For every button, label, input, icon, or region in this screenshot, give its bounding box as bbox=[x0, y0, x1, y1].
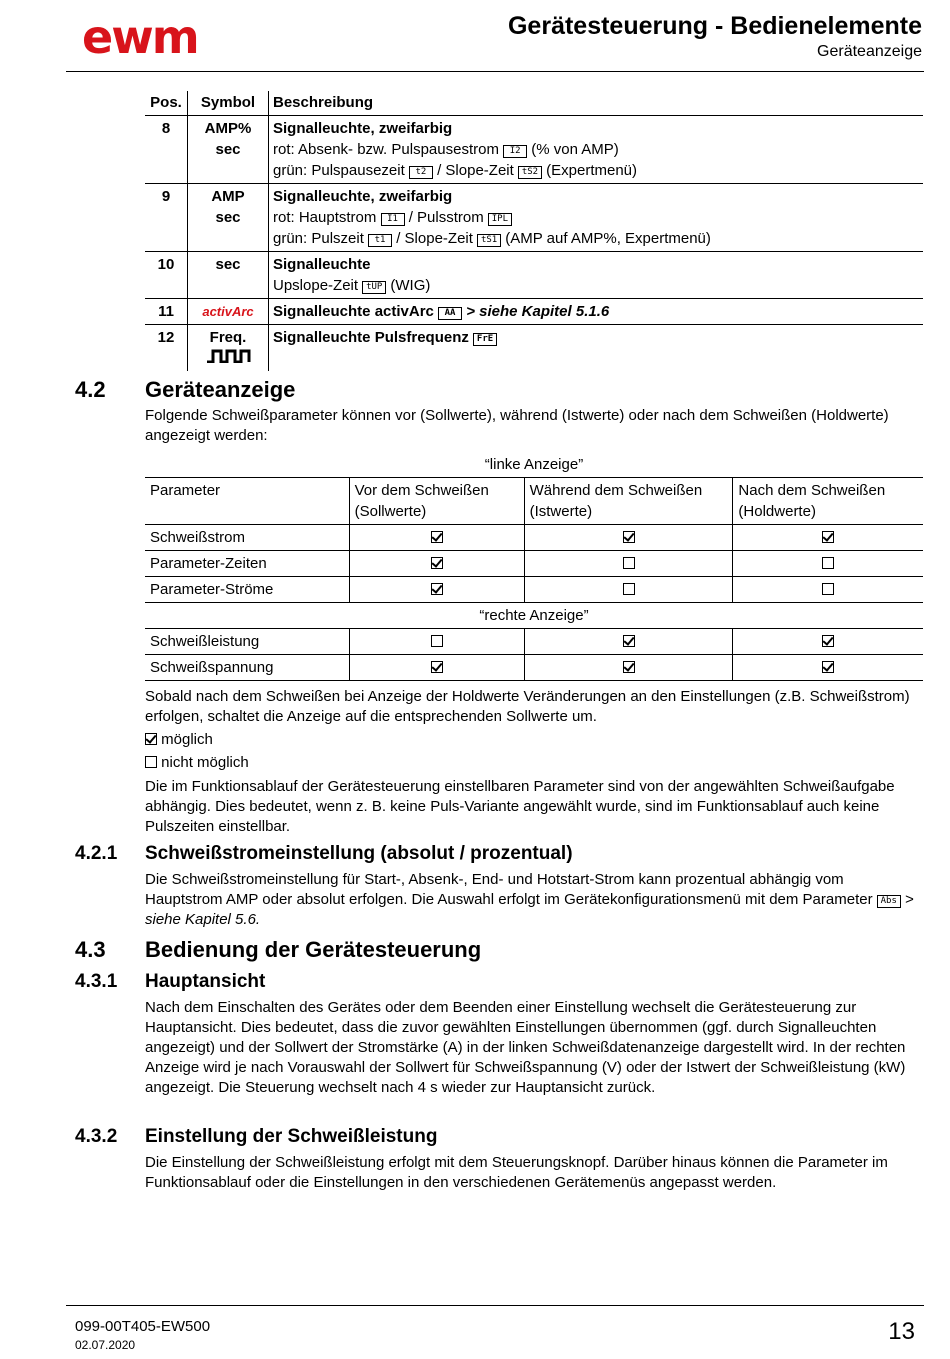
row-title-text: Signalleuchte, zweifarbig bbox=[273, 188, 453, 205]
checked-box-icon bbox=[623, 531, 635, 543]
header-line: Vor dem Schweißen bbox=[354, 482, 489, 499]
checked-box-icon bbox=[431, 557, 443, 569]
display-symbol: I2 bbox=[503, 145, 527, 158]
section-4-3-2-text: Die Einstellung der Schweißleistung erfolgt mit dem Steuerungsknopf. Darüber hinaus können die Parameter im Funktionsablauf oder die Einstellungen in den verschiedenen Gerätemenüs angepasst werden. bbox=[145, 1154, 888, 1191]
symbol-label: sec bbox=[215, 256, 241, 273]
legend-possible-label: möglich bbox=[161, 731, 213, 748]
section-4-3-1-number: 4.3.1 bbox=[75, 971, 118, 992]
display-symbol: tUP bbox=[362, 281, 386, 294]
section-4-3-title: Bedienung der Gerätesteuerung bbox=[145, 937, 482, 962]
parameter-check-cell bbox=[524, 525, 733, 551]
parameter-row bbox=[145, 551, 923, 577]
empty-box-icon bbox=[623, 583, 635, 595]
section-4-2-1-text bbox=[145, 870, 923, 930]
row-title bbox=[273, 254, 919, 275]
section-4-3-1-text: Nach dem Einschalten des Gerätes oder dem Beenden einer Einstellung wechselt die Gerätesteuerung zur Hauptansicht. Dies bedeutet, dass die zuvor gewählten Einstellungen übernommen (ggf. durch Signalleuchten angezeigt) und der Sollwert der Stromstärke (A) in der linken Schweißdatenanzeige dargestellt wird. In der rechten Anzeige wird je nach Vorauswahl der Sollwert für Schweißspannung (V) oder der Istwert der Schweißleistung (kW) angezeigt. Die Steuerung wechselt nach 4 s wieder zur Hauptansicht zurück. bbox=[145, 999, 906, 1096]
parameter-check-cell bbox=[524, 655, 733, 681]
checked-box-icon bbox=[431, 661, 443, 673]
row-title-text: Signalleuchte, zweifarbig bbox=[273, 120, 453, 137]
band-label: “linke Anzeige” bbox=[484, 456, 584, 473]
parameter-check-cell bbox=[349, 551, 524, 577]
parameter-check-cell bbox=[524, 577, 733, 603]
header-line: (Sollwerte) bbox=[354, 503, 427, 520]
parameter-col-header bbox=[145, 478, 349, 525]
signal-row bbox=[145, 299, 923, 325]
col-description: Beschreibung bbox=[273, 94, 374, 111]
row-title bbox=[273, 118, 919, 139]
freq-label: Freq. bbox=[209, 329, 247, 346]
checked-box-icon bbox=[822, 531, 834, 543]
line-text: / Slope-Zeit bbox=[392, 230, 478, 247]
signal-light-table bbox=[145, 91, 923, 371]
row-symbol bbox=[188, 184, 269, 252]
display-symbol: t2 bbox=[409, 166, 433, 179]
row-title-text: Signalleuchte activArc bbox=[273, 303, 439, 320]
display-symbol: FrE bbox=[473, 333, 497, 346]
parameter-check-cell bbox=[524, 551, 733, 577]
signal-row bbox=[145, 252, 923, 299]
current-setting-text: Die Schweißstromeinstellung für Start-, Absenk-, End- und Hotstart-Strom kann prozentual abhängig vom Hauptstrom AMP oder absolut erfolgen. Die Auswahl erfolgt im Gerätekonfigurationsmenü mit dem Parameter bbox=[145, 871, 877, 908]
parameter-name: Parameter-Ströme bbox=[150, 581, 274, 598]
checked-box-icon bbox=[431, 583, 443, 595]
parameter-col-header bbox=[349, 478, 524, 525]
ewm-logo: ewm bbox=[82, 10, 198, 64]
parameter-col-header bbox=[524, 478, 733, 525]
row-symbol bbox=[188, 116, 269, 184]
band-label: “rechte Anzeige” bbox=[479, 607, 589, 624]
parameter-check-cell bbox=[733, 629, 923, 655]
section-4-3-2-title: Einstellung der Schweißleistung bbox=[145, 1126, 438, 1147]
parameter-row bbox=[145, 655, 923, 681]
parameter-name: Schweißleistung bbox=[150, 633, 260, 650]
line-text: grün: Pulspausezeit bbox=[273, 162, 409, 179]
section-4-2-number: 4.2 bbox=[75, 377, 106, 402]
section-4-2-intro: Folgende Schweißparameter können vor (Sollwerte), während (Istwerte) oder nach dem Schweißen (Holdwerte) angezeigt werden: bbox=[145, 407, 889, 444]
row-line bbox=[273, 160, 919, 181]
line-text: (% von AMP) bbox=[527, 141, 619, 158]
page-title: Gerätesteuerung - Bedienelemente bbox=[507, 12, 922, 40]
row-line bbox=[273, 228, 919, 249]
display-symbol: t1 bbox=[368, 234, 392, 247]
section-4-3-1-title: Hauptansicht bbox=[145, 971, 266, 992]
row-pos: 8 bbox=[161, 120, 171, 137]
parameter-check-cell bbox=[733, 525, 923, 551]
pulse-wave-icon bbox=[205, 349, 251, 363]
parameter-check-cell bbox=[733, 655, 923, 681]
col-pos: Pos. bbox=[150, 94, 182, 111]
checked-box-icon bbox=[822, 635, 834, 647]
display-symbol: tS1 bbox=[477, 234, 501, 247]
display-parameter-table bbox=[145, 452, 923, 681]
header-divider bbox=[66, 71, 924, 72]
row-description bbox=[269, 116, 924, 184]
row-symbol bbox=[188, 325, 269, 372]
document-number: 099-00T405-EW500 bbox=[75, 1318, 211, 1335]
display-symbol: IPL bbox=[488, 213, 512, 226]
display-symbol: tS2 bbox=[518, 166, 542, 179]
checked-box-icon bbox=[431, 531, 443, 543]
parameter-check-cell bbox=[733, 551, 923, 577]
parameter-name: Schweißspannung bbox=[150, 659, 274, 676]
empty-box-icon bbox=[822, 557, 834, 569]
footer-divider bbox=[66, 1305, 924, 1306]
signal-row bbox=[145, 325, 923, 372]
checked-box-icon bbox=[623, 661, 635, 673]
checked-box-icon bbox=[623, 635, 635, 647]
chapter-reference-link[interactable]: > siehe Kapitel 5.6. bbox=[145, 891, 914, 928]
row-symbol bbox=[188, 252, 269, 299]
legend-not-possible-label: nicht möglich bbox=[161, 754, 249, 771]
row-description bbox=[269, 252, 924, 299]
row-line bbox=[273, 207, 919, 228]
parameter-check-cell bbox=[349, 525, 524, 551]
header-line: (Holdwerte) bbox=[738, 503, 816, 520]
symbol-label: sec bbox=[215, 209, 241, 226]
parameter-col-header bbox=[733, 478, 923, 525]
row-line bbox=[273, 139, 919, 160]
document-date: 02.07.2020 bbox=[75, 1338, 136, 1352]
line-text: rot: Absenk- bzw. Pulspausestrom bbox=[273, 141, 504, 158]
parameter-check-cell bbox=[524, 629, 733, 655]
header-line: Nach dem Schweißen bbox=[738, 482, 886, 499]
parameter-check-cell bbox=[349, 629, 524, 655]
section-4-2-1-title: Schweißstromeinstellung (absolut / prozentual) bbox=[145, 843, 573, 864]
line-text: (AMP auf AMP%, Expertmenü) bbox=[501, 230, 711, 247]
header-line: Parameter bbox=[150, 482, 221, 499]
checked-box-icon bbox=[822, 661, 834, 673]
checked-box-icon bbox=[145, 733, 157, 745]
row-pos: 11 bbox=[158, 303, 174, 320]
section-4-2-1-number: 4.2.1 bbox=[75, 843, 118, 864]
display-symbol: I1 bbox=[381, 213, 405, 226]
parameter-check-cell bbox=[733, 577, 923, 603]
row-line bbox=[273, 275, 919, 296]
symbol-label: AMP bbox=[211, 188, 245, 205]
band-left-display bbox=[145, 452, 923, 478]
display-symbol: AA bbox=[438, 307, 462, 320]
symbol-label: AMP% bbox=[204, 120, 252, 137]
row-pos: 10 bbox=[157, 256, 175, 273]
symbol-label: sec bbox=[215, 141, 241, 158]
page-number: 13 bbox=[888, 1318, 915, 1345]
row-title-text: Signalleuchte bbox=[273, 256, 371, 273]
function-sequence-note: Die im Funktionsablauf der Gerätesteuerung einstellbaren Parameter sind von der angewählten Schweißaufgabe abhängig. Dies bedeutet, wenn z. B. keine Puls-Variante angewählt wurde, sind im Funktionsablauf auch keine Pulszeiten einstellbar. bbox=[145, 778, 895, 835]
section-4-2-title: Geräteanzeige bbox=[145, 377, 296, 402]
header-line: Während dem Schweißen bbox=[529, 482, 703, 499]
parameter-name: Parameter-Zeiten bbox=[150, 555, 267, 572]
line-text: / Pulsstrom bbox=[404, 209, 488, 226]
line-text: (Expertmenü) bbox=[541, 162, 638, 179]
line-text: Upslope-Zeit bbox=[273, 277, 363, 294]
freq-symbol bbox=[192, 327, 264, 369]
abs-display-symbol: Abs bbox=[877, 895, 901, 908]
empty-box-icon bbox=[822, 583, 834, 595]
parameter-row bbox=[145, 525, 923, 551]
signal-row bbox=[145, 116, 923, 184]
row-symbol bbox=[188, 299, 269, 325]
signal-table-header bbox=[145, 91, 923, 116]
chapter-reference-link[interactable]: > siehe Kapitel 5.1.6 bbox=[462, 303, 610, 320]
empty-box-icon bbox=[145, 756, 157, 768]
parameter-row bbox=[145, 577, 923, 603]
header-line: (Istwerte) bbox=[529, 503, 593, 520]
line-text: / Slope-Zeit bbox=[432, 162, 518, 179]
empty-box-icon bbox=[431, 635, 443, 647]
line-text: (WIG) bbox=[386, 277, 431, 294]
row-pos: 12 bbox=[157, 329, 175, 346]
row-title-text: Signalleuchte Pulsfrequenz bbox=[273, 329, 474, 346]
parameter-row bbox=[145, 629, 923, 655]
row-description bbox=[269, 325, 924, 372]
section-4-3-2-number: 4.3.2 bbox=[75, 1126, 118, 1147]
line-text: grün: Pulszeit bbox=[273, 230, 369, 247]
col-symbol: Symbol bbox=[188, 91, 269, 116]
parameter-name: Schweißstrom bbox=[150, 529, 246, 546]
parameter-check-cell bbox=[349, 577, 524, 603]
section-4-3-number: 4.3 bbox=[75, 937, 106, 962]
signal-row bbox=[145, 184, 923, 252]
row-title bbox=[273, 301, 919, 322]
holdwerte-note: Sobald nach dem Schweißen bei Anzeige der Holdwerte Veränderungen an den Einstellungen (z.B. Schweißstrom) erfolgen, schaltet die Anzeige auf die entsprechenden Sollwerte um. bbox=[145, 688, 910, 725]
empty-box-icon bbox=[623, 557, 635, 569]
row-title bbox=[273, 186, 919, 207]
row-description bbox=[269, 299, 924, 325]
page-subtitle: Geräteanzeige bbox=[817, 43, 922, 60]
activarc-symbol: activArc bbox=[202, 304, 254, 319]
legend-not-possible bbox=[145, 753, 923, 773]
band-right-display bbox=[145, 603, 923, 629]
row-description bbox=[269, 184, 924, 252]
parameter-check-cell bbox=[349, 655, 524, 681]
row-pos: 9 bbox=[161, 188, 171, 205]
row-title bbox=[273, 327, 919, 348]
parameter-header-row bbox=[145, 478, 923, 525]
legend-possible bbox=[145, 730, 923, 750]
line-text: rot: Hauptstrom bbox=[273, 209, 381, 226]
